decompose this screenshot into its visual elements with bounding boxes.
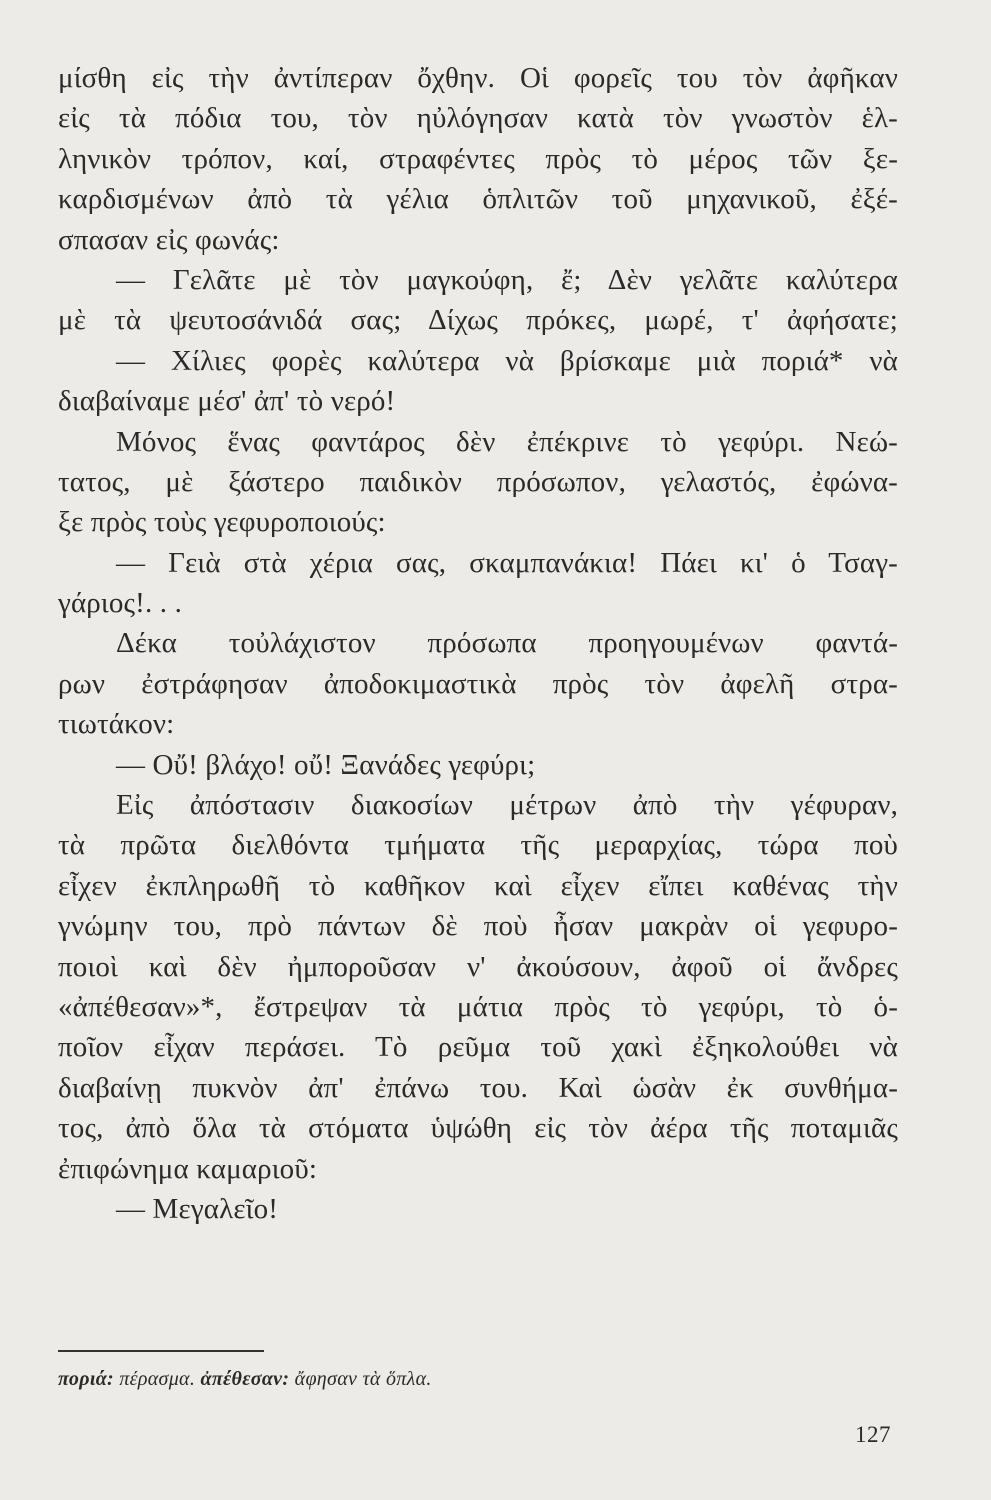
text-line: τιωτάκον: bbox=[58, 708, 175, 741]
text-line: σπασαν εἰς φωνάς: bbox=[58, 223, 280, 256]
text-line: γάριος!. . . bbox=[58, 587, 182, 620]
text-line: γνώμην του, πρὸ πάντων δὲ ποὺ ἦσαν μακρὰν οἱ γεφυρο- bbox=[58, 910, 898, 943]
dialogue-line: — Χίλιες φορὲς καλύτερα νὰ βρίσκαμε μιὰ ποριά* νὰ bbox=[116, 344, 898, 377]
text-line: τὰ πρῶτα διελθόντα τμήματα τῆς μεραρχίας, τώρα ποὺ bbox=[58, 829, 898, 862]
footnote-term: ἀπέθεσαν: bbox=[200, 1368, 290, 1390]
text-line: διαβαίνῃ πυκνὸν ἀπ' ἐπάνω του. Καὶ ὡσὰν ἐκ συνθήμα- bbox=[58, 1071, 898, 1104]
text-line: μίσθη εἰς τὴν ἀντίπεραν ὄχθην. Οἱ φορεῖς του τὸν ἀφῆκαν bbox=[58, 62, 898, 94]
page-number: 127 bbox=[855, 1422, 891, 1447]
dialogue-line: — Γελᾶτε μὲ τὸν μαγκούφη, ἔ; Δὲν γελᾶτε καλύτερα bbox=[116, 263, 898, 296]
text-line: εἰς τὰ πόδια του, τὸν ηὐλόγησαν κατὰ τὸν γνωστὸν ἑλ- bbox=[58, 102, 898, 135]
text-line: ποιοὶ καὶ δὲν ἠμποροῦσαν ν' ἀκούσουν, ἀφοῦ οἱ ἄνδρες bbox=[58, 950, 898, 983]
text-line: διαβαίναμε μέσ' ἀπ' τὸ νερό! bbox=[58, 385, 396, 418]
dialogue-line: — Οὔ! βλάχο! οὔ! Ξανάδες γεφύρι; bbox=[116, 748, 536, 781]
body-text bbox=[58, 58, 898, 1229]
footnote-definition: ἄφησαν τὰ ὅπλα. bbox=[294, 1368, 432, 1390]
text-line: ποῖον εἶχαν περάσει. Τὸ ρεῦμα τοῦ χακὶ ἐξηκολούθει νὰ bbox=[58, 1031, 898, 1064]
paragraph-start: Εἰς ἀπόστασιν διακοσίων μέτρων ἀπὸ τὴν γέφυραν, bbox=[116, 789, 898, 822]
dialogue-line: — Μεγαλεῖο! bbox=[116, 1192, 279, 1225]
dialogue-line: — Γειὰ στὰ χέρια σας, σκαμπανάκια! Πάει κι' ὁ Τσαγ- bbox=[116, 546, 898, 579]
text-line: ρων ἐστράφησαν ἀποδοκιμαστικὰ πρὸς τὸν ἀφελῆ στρα- bbox=[58, 667, 898, 700]
paragraph-start: Μόνος ἕνας φαντάρος δὲν ἐπέκρινε τὸ γεφύρι. Νεώ- bbox=[116, 425, 898, 458]
text-line: τατος, μὲ ξάστερο παιδικὸν πρόσωπον, γελαστός, ἐφώνα- bbox=[58, 465, 898, 498]
text-line: ξε πρὸς τοὺς γεφυροποιούς: bbox=[58, 506, 386, 539]
text-line: «ἀπέθεσαν»*, ἔστρεψαν τὰ μάτια πρὸς τὸ γεφύρι, τὸ ὁ- bbox=[58, 990, 898, 1023]
footnote-divider bbox=[58, 1350, 264, 1352]
text-line: τος, ἀπὸ ὅλα τὰ στόματα ὑψώθη εἰς τὸν ἀέρα τῆς ποταμιᾶς bbox=[58, 1112, 898, 1145]
paragraph-start: Δέκα τοὐλάχιστον πρόσωπα προηγουμένων φαντά- bbox=[116, 627, 898, 660]
text-line: εἶχεν ἐκπληρωθῆ τὸ καθῆκον καὶ εἶχεν εἴπει καθένας τὴν bbox=[58, 869, 898, 902]
text-line: ἐπιφώνημα καμαριοῦ: bbox=[58, 1152, 318, 1185]
text-line: μὲ τὰ ψευτοσάνιδά σας; Δίχως πρόκες, μωρέ, τ' ἀφήσατε; bbox=[58, 304, 898, 337]
footnote-term: ποριά: bbox=[58, 1368, 115, 1390]
text-line: καρδισμένων ἀπὸ τὰ γέλια ὁπλιτῶν τοῦ μηχανικοῦ, ἐξέ- bbox=[58, 183, 898, 216]
text-line: ληνικὸν τρόπον, καί, στραφέντες πρὸς τὸ μέρος τῶν ξε- bbox=[58, 142, 898, 175]
footnote bbox=[58, 1368, 432, 1391]
footnote-definition: πέρασμα. bbox=[119, 1368, 196, 1390]
